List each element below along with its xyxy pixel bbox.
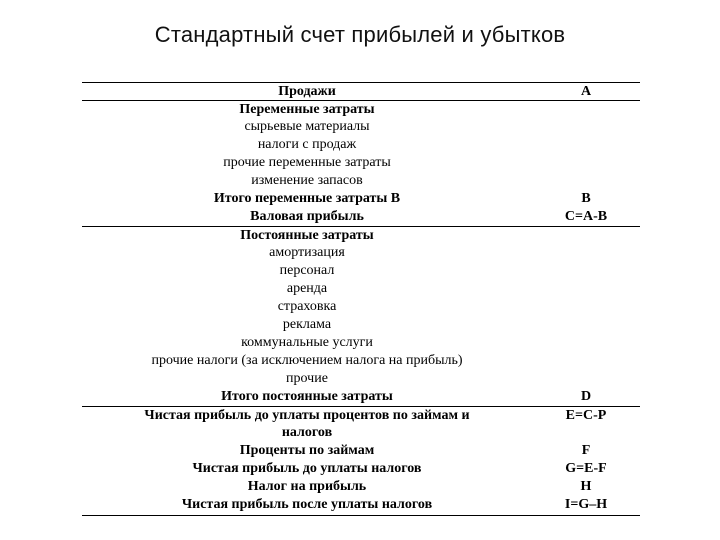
- table-row: [82, 136, 640, 154]
- table-row: [82, 406, 640, 425]
- row-value: I=G–H: [564, 497, 608, 512]
- row-label: изменение запасов: [251, 173, 363, 188]
- row-value: G=E-F: [565, 461, 607, 476]
- row-label: Чистая прибыль до уплаты процентов по займам и: [144, 408, 470, 423]
- row-value: A: [580, 84, 592, 99]
- row-label: прочие: [286, 371, 328, 386]
- row-label: Чистая прибыль после уплаты налогов: [181, 497, 433, 512]
- table-row: [82, 370, 640, 388]
- row-label: Проценты по займам: [239, 443, 375, 458]
- row-label: сырьевые материалы: [244, 119, 370, 134]
- row-label: прочие переменные затраты: [223, 155, 391, 170]
- table-row: [82, 442, 640, 460]
- table-row: [82, 172, 640, 190]
- table-row: [82, 388, 640, 406]
- row-label: Итого постоянные затраты: [221, 389, 393, 404]
- row-label: коммунальные услуги: [241, 335, 373, 350]
- slide-title: Стандартный счет прибылей и убытков: [154, 22, 566, 47]
- row-label: амортизация: [269, 245, 345, 260]
- table-row: [82, 478, 640, 496]
- row-label: аренда: [286, 281, 328, 296]
- income-statement-table: [82, 82, 640, 524]
- table-row: [82, 190, 640, 208]
- table-row: [82, 298, 640, 316]
- row-label: Постоянные затраты: [240, 228, 374, 243]
- row-value: F: [581, 443, 591, 458]
- row-label: Налог на прибыль: [247, 479, 367, 494]
- row-label: прочие налоги (за исключением налога на прибыль): [151, 353, 463, 368]
- row-label: Итого переменные затраты B: [213, 191, 401, 206]
- row-label: Продажи: [278, 84, 336, 99]
- row-value: E=C-P: [565, 408, 607, 423]
- row-label: Валовая прибыль: [250, 209, 364, 224]
- table-row: [82, 280, 640, 298]
- row-value: B: [581, 191, 591, 206]
- row-label: реклама: [282, 317, 332, 332]
- row-label: персонал: [279, 263, 335, 278]
- row-value: H: [580, 479, 592, 494]
- table-row: [82, 244, 640, 262]
- table-row: [82, 262, 640, 280]
- table-row: [82, 424, 640, 442]
- row-label: Чистая прибыль до уплаты налогов: [192, 461, 422, 476]
- table-row: [82, 496, 640, 514]
- table-row: [82, 226, 640, 245]
- table-row: [82, 460, 640, 478]
- table-row: [82, 208, 640, 226]
- table-row: [82, 154, 640, 172]
- table-row: [82, 118, 640, 136]
- table-row: [82, 334, 640, 352]
- row-label: страховка: [277, 299, 337, 314]
- row-value: D: [580, 389, 592, 404]
- table-row: [82, 316, 640, 334]
- row-label: налогов: [281, 425, 333, 440]
- row-label: налоги с продаж: [257, 137, 357, 152]
- row-label: Переменные затраты: [239, 102, 375, 117]
- table-row: [82, 82, 640, 101]
- table-row: [82, 352, 640, 370]
- table-row: [82, 100, 640, 119]
- table-bottom-rule: [82, 515, 640, 516]
- row-value: C=A-B: [564, 209, 608, 224]
